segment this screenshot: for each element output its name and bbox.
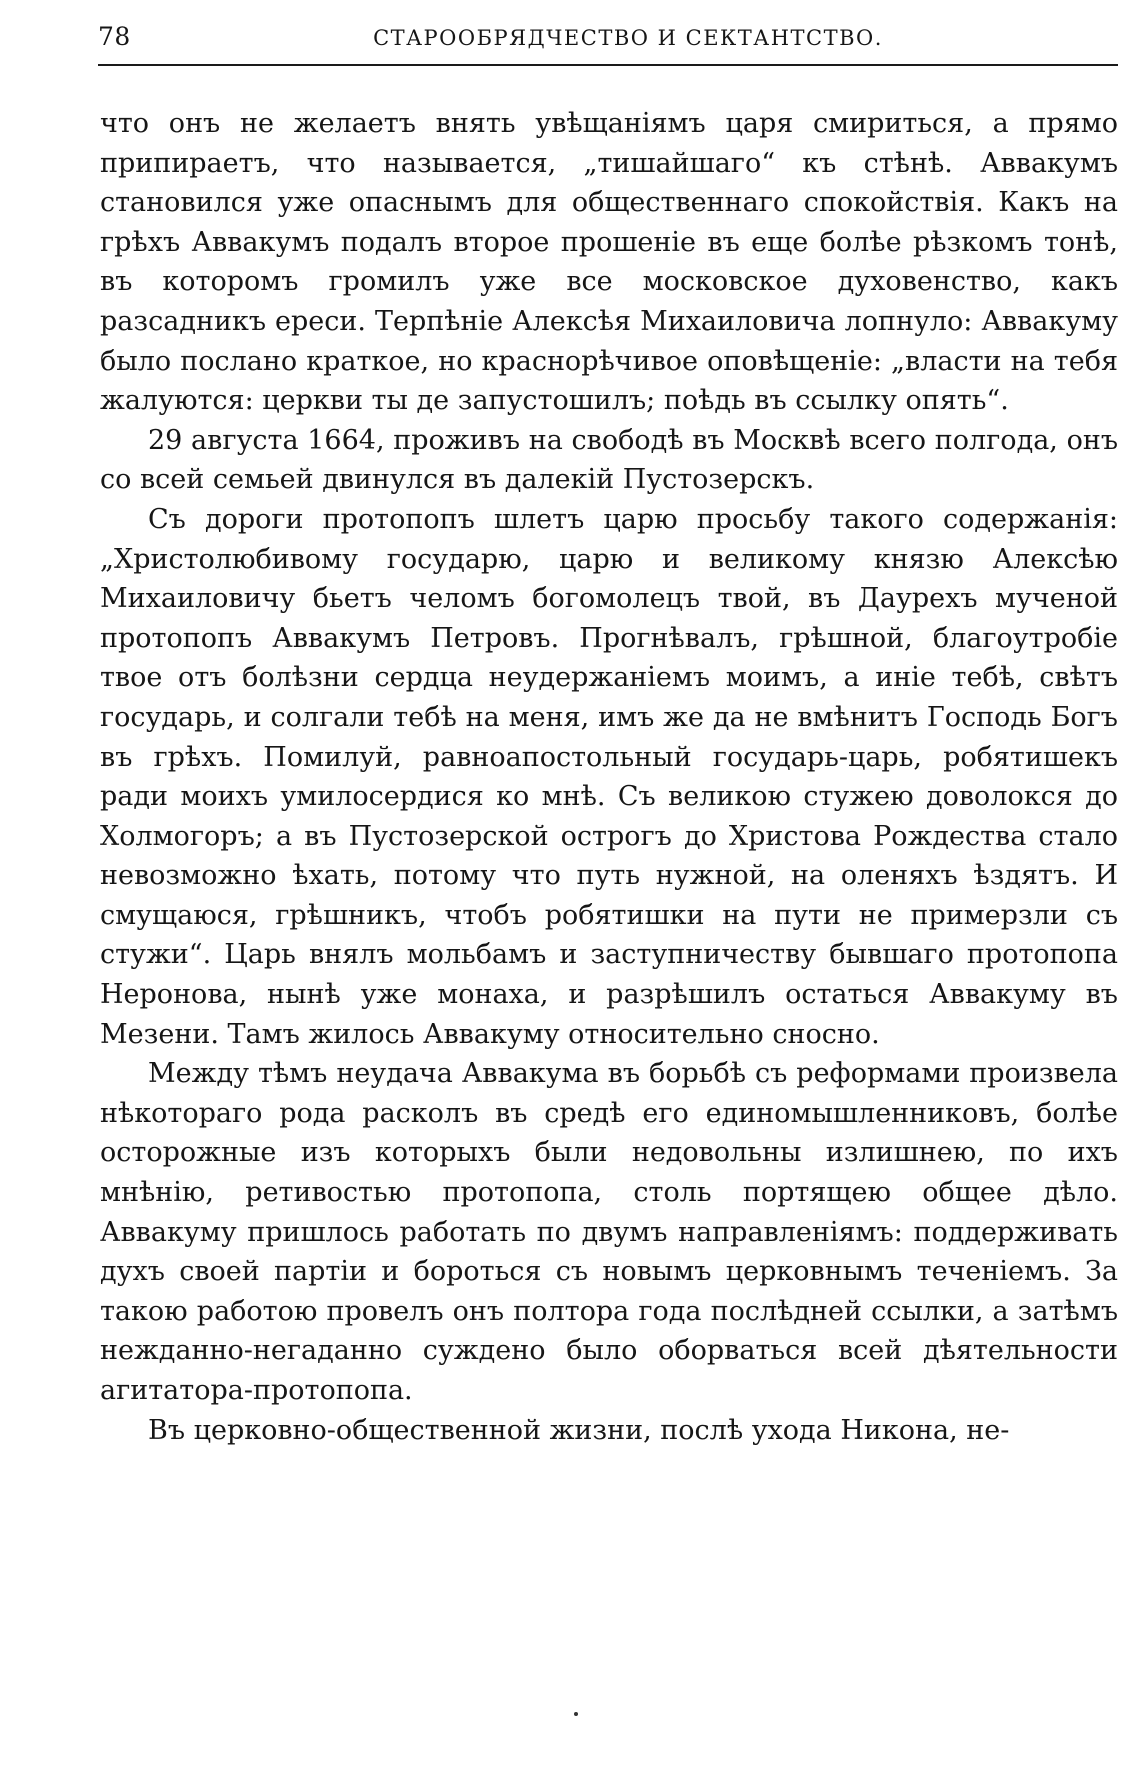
running-head <box>98 18 1118 64</box>
paragraph: Съ дороги протопопъ шлетъ царю просьбу такого содержанія: „Христолюбивому государю, царю и великому князю Алексѣю Михаиловичу бьетъ челомъ богомолецъ твой, въ Дaурехъ мученой протопопъ Аввакумъ Петровъ. Прогнѣвалъ, грѣшной, благоутробіе твое отъ болѣзни сердца неудержаніемъ моимъ, а иніе тебѣ, свѣтъ государь, и солгали тебѣ на меня, имъ же да не вмѣнитъ Господь Богъ въ грѣхъ. Помилуй, равноапостольный государь-царь, робятишекъ ради моихъ умилосердися ко мнѣ. Съ великою стужею доволокся до Холмогоръ; а въ Пустозерской острогъ до Христова Рождества стало невозможно ѣхать, потому что путь нужной, на оленяхъ ѣздятъ. И смущаюся, грѣшникъ, чтобъ робятишки на пути не примерзли съ стужи“. Царь внялъ мольбамъ и заступничеству бывшаго протопопа Неронова, нынѣ уже монаха, и разрѣшилъ остаться Аввакуму въ Мезени. Тамъ жилось Аввакуму относительно сносно. <box>100 503 1118 1050</box>
running-title: СТАРООБРЯДЧЕСТВО И СЕКТАНТСТВО. <box>373 26 883 50</box>
header-rule <box>98 64 1118 66</box>
paragraph: 29 августа 1664, проживъ на свободѣ въ Москвѣ всего полгода, онъ со всей семьей двинулся въ далекій Пустозерскъ. <box>100 424 1118 496</box>
body-text <box>100 104 1118 1450</box>
print-speck <box>574 1712 578 1716</box>
paragraph: Между тѣмъ неудача Аввакума въ борьбѣ съ реформами произвела нѣкотораго рода расколъ въ средѣ его единомышленниковъ, болѣе осторожные изъ которыхъ были недовольны излишнею, по ихъ мнѣнію, ретивостью протопопа, столь портящею общее дѣло. Аввакуму пришлось работать по двумъ направленіямъ: поддерживать духъ своей партіи и бороться съ новымъ церковнымъ теченіемъ. За такою работою провелъ онъ полтора года послѣдней ссылки, а затѣмъ нежданно-негаданно суждено было оборваться всей дѣятельности агитатора-протопопа. <box>100 1058 1118 1406</box>
paragraph: что онъ не желаетъ внять увѣщаніямъ царя смириться, а прямо припираетъ, что называется, „тишайшаго“ къ стѣнѣ. Аввакумъ становился уже опаснымъ для общественнаго спокойствія. Какъ на грѣхъ Аввакумъ подалъ второе прошеніе въ еще болѣе рѣзкомъ тонѣ, въ которомъ громилъ уже все московское духовенство, какъ разсадникъ ереси. Терпѣніе Алексѣя Михаиловича лопнуло: Аввакуму было послано краткое, но краснорѣчивое оповѣщеніе: „власти на тебя жалуются: церкви ты де запустошилъ; поѣдь въ ссылку опять“. <box>100 108 1118 417</box>
page-number: 78 <box>98 22 131 51</box>
paragraph: Въ церковно-общественной жизни, послѣ ухода Никона, не- <box>148 1414 1010 1446</box>
